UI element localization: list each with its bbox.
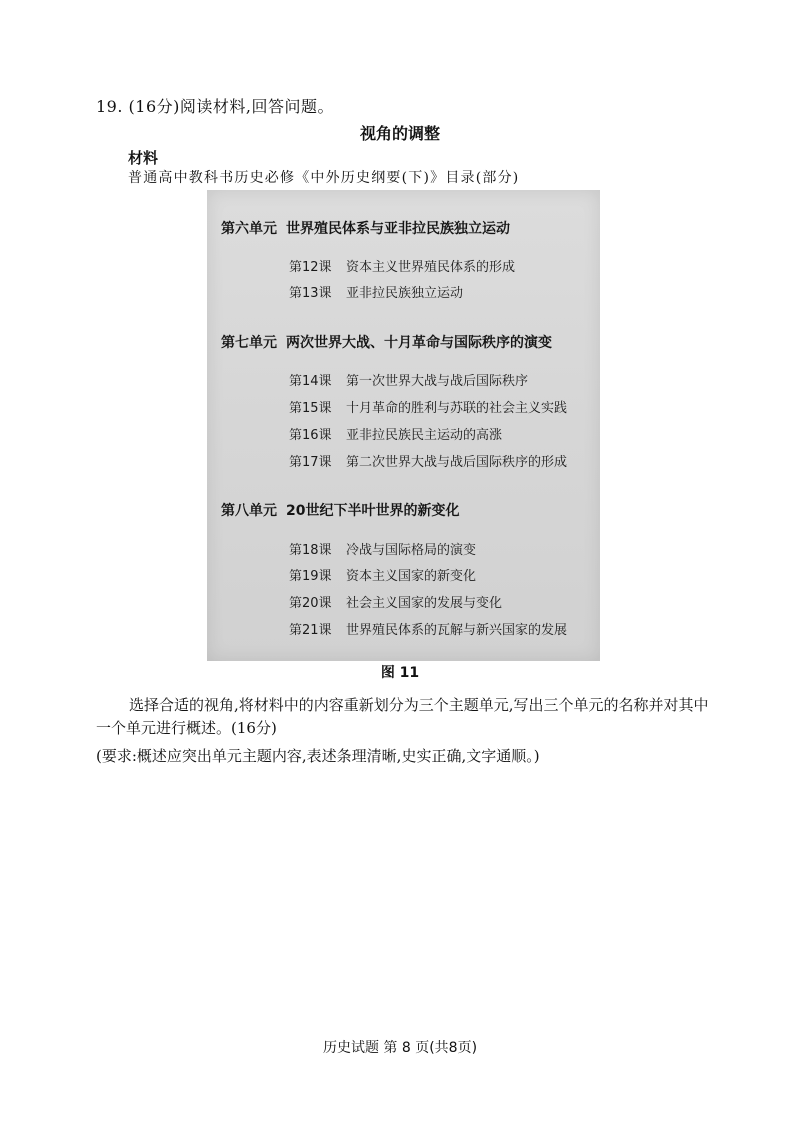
lesson-number: 第18课 — [289, 543, 332, 558]
unit-6-heading — [221, 218, 510, 238]
unit-title: 两次世界大战、十月革命与国际秩序的演变 — [286, 335, 552, 351]
material-description: 普通高中教科书历史必修《中外历史纲要(下)》目录(部分) — [128, 170, 520, 186]
unit-7-heading — [221, 332, 552, 352]
lesson-number: 第21课 — [289, 623, 332, 638]
lesson-number: 第12课 — [289, 260, 332, 275]
lesson-item — [289, 282, 463, 301]
lesson-title: 资本主义国家的新变化 — [346, 569, 477, 584]
lesson-title: 第一次世界大战与战后国际秩序 — [346, 374, 529, 389]
unit-name: 第七单元 — [221, 335, 277, 351]
task-text: 选择合适的视角,将材料中的内容重新划分为三个主题单元,写出三个单元的名称并对其中一个单元进行概述。(16分) — [96, 696, 709, 737]
lesson-number: 第17课 — [289, 455, 332, 470]
material-label: 材料 — [128, 149, 159, 167]
figure-caption: 图 11 — [380, 665, 420, 681]
unit-title: 世界殖民体系与亚非拉民族独立运动 — [286, 221, 510, 237]
lesson-number: 第20课 — [289, 596, 332, 611]
lesson-item — [289, 256, 515, 275]
lesson-title: 世界殖民体系的瓦解与新兴国家的发展 — [346, 623, 568, 638]
unit-name: 第六单元 — [221, 221, 277, 237]
lesson-number: 第15课 — [289, 401, 332, 416]
textbook-contents-figure — [207, 190, 600, 661]
lesson-item — [289, 539, 476, 558]
lesson-number: 第16课 — [289, 428, 332, 443]
lesson-item — [289, 619, 567, 638]
requirement-text: (要求:概述应突出单元主题内容,表述条理清晰,史实正确,文字通顺。) — [96, 747, 540, 765]
lesson-item — [289, 397, 567, 416]
lesson-title: 社会主义国家的发展与变化 — [346, 596, 503, 611]
lesson-item — [289, 451, 567, 470]
lesson-title: 亚非拉民族独立运动 — [346, 286, 464, 301]
unit-name: 第八单元 — [221, 503, 277, 519]
lesson-number: 第19课 — [289, 569, 332, 584]
lesson-title: 亚非拉民族民主运动的高涨 — [346, 428, 503, 443]
lesson-number: 第14课 — [289, 374, 332, 389]
unit-8-heading — [221, 500, 459, 520]
lesson-item — [289, 565, 476, 584]
question-title: 视角的调整 — [359, 124, 440, 143]
question-header: 19. (16分)阅读材料,回答问题。 — [96, 97, 334, 116]
lesson-item — [289, 592, 502, 611]
lesson-title: 冷战与国际格局的演变 — [346, 543, 477, 558]
lesson-item — [289, 424, 502, 443]
lesson-title: 第二次世界大战与战后国际秩序的形成 — [346, 455, 568, 470]
lesson-number: 第13课 — [289, 286, 332, 301]
unit-title: 20世纪下半叶世界的新变化 — [286, 503, 460, 519]
lesson-title: 资本主义世界殖民体系的形成 — [346, 260, 516, 275]
lesson-title: 十月革命的胜利与苏联的社会主义实践 — [346, 401, 568, 416]
page-footer: 历史试题 第 8 页(共8页) — [322, 1040, 478, 1056]
lesson-item — [289, 370, 528, 389]
